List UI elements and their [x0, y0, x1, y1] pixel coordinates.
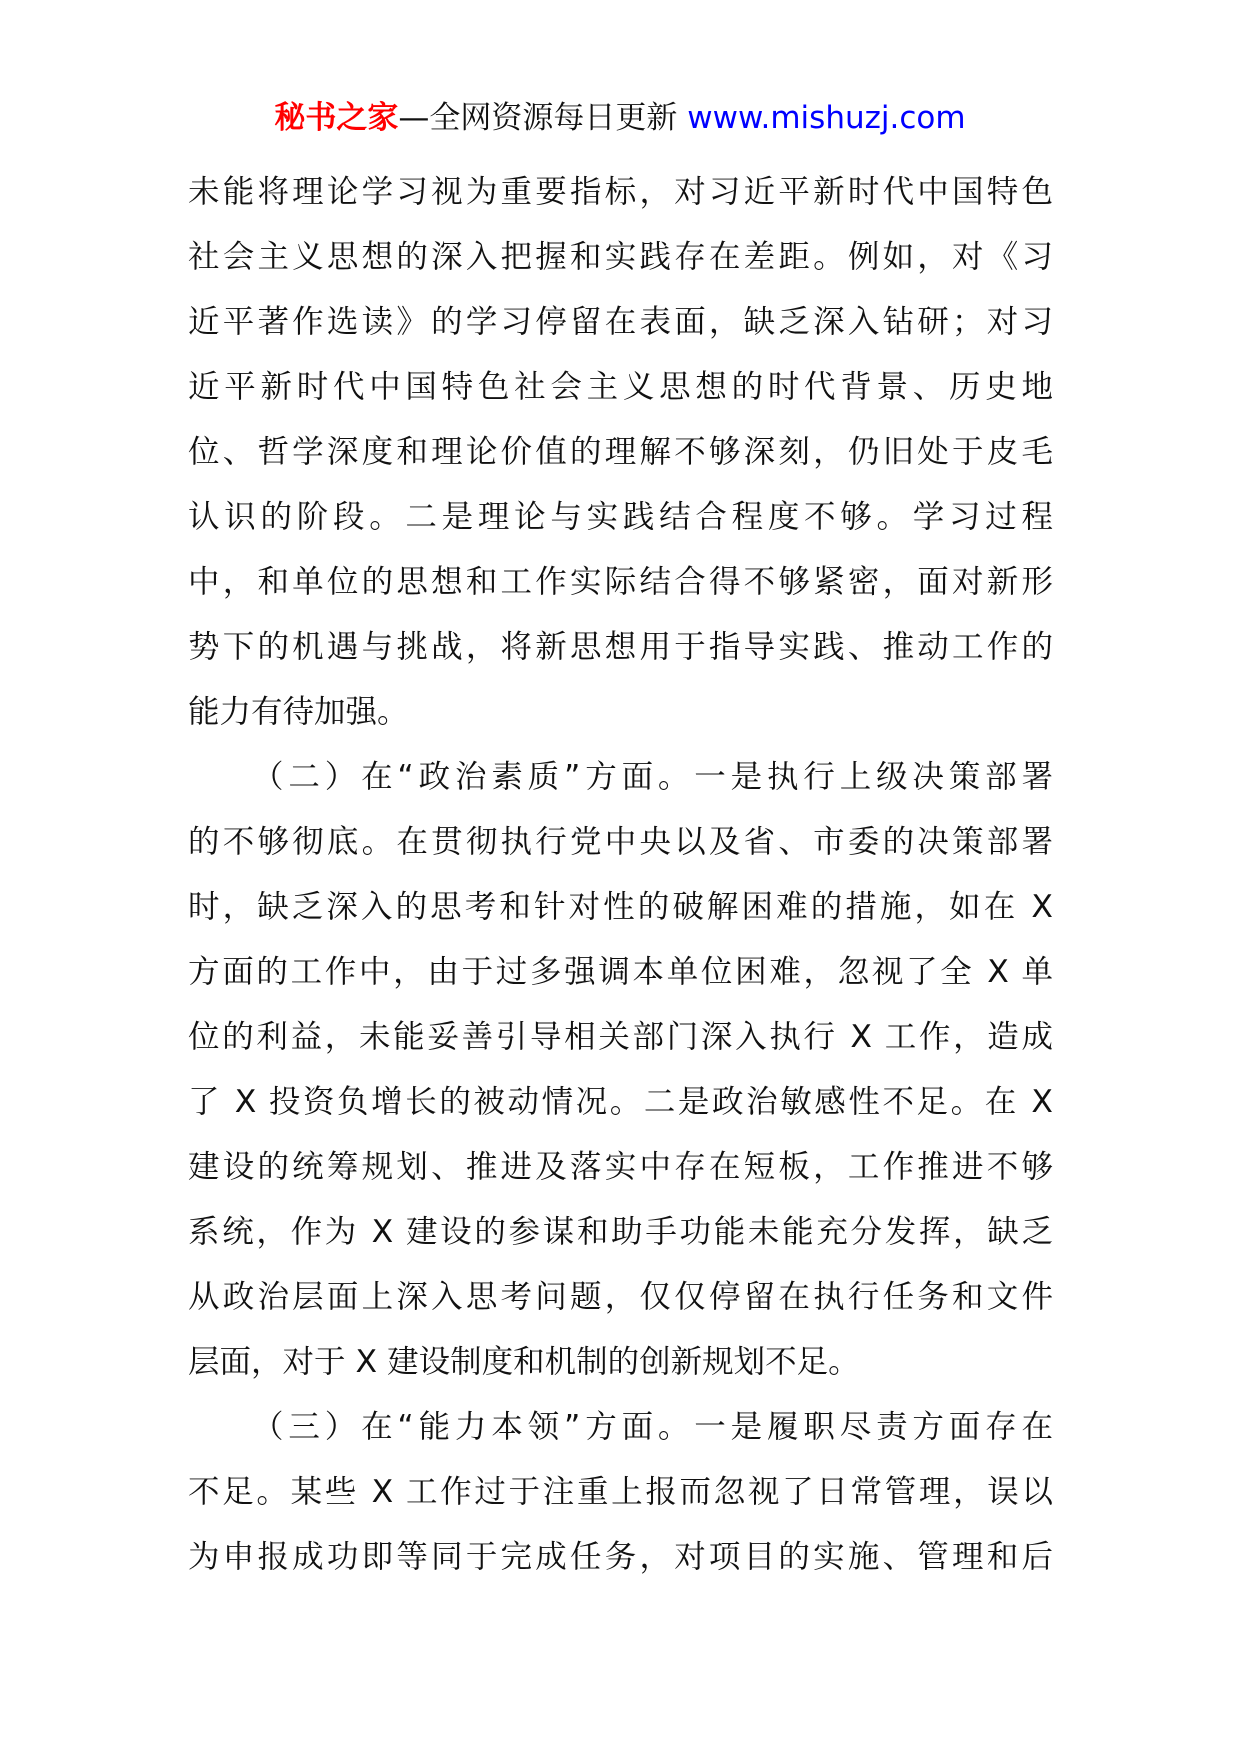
- text-line: 认识的阶段。二是理论与实践结合程度不够。学习过程: [188, 499, 1053, 535]
- document-body: [188, 160, 1053, 1590]
- text-line: 的不够彻底。在贯彻执行党中央以及省、市委的决策部署: [188, 824, 1053, 860]
- site-brand: 秘书之家: [274, 100, 399, 136]
- text-line: （三）在“能力本领”方面。一是履职尽责方面存在: [252, 1409, 1053, 1445]
- text-line: 系统，作为 X 建设的参谋和助手功能未能充分发挥，缺乏: [188, 1214, 1053, 1250]
- text-line: 不足。某些 X 工作过于注重上报而忽视了日常管理，误以: [188, 1474, 1053, 1510]
- site-url[interactable]: www.mishuzj.com: [687, 100, 966, 136]
- site-header: [0, 98, 1240, 138]
- text-line: 为申报成功即等同于完成任务，对项目的实施、管理和后: [188, 1539, 1053, 1575]
- paragraph-3: [188, 1395, 1053, 1590]
- text-line: （二）在“政治素质”方面。一是执行上级决策部署: [252, 759, 1053, 795]
- text-line: 能力有待加强。: [188, 694, 409, 730]
- text-line: 从政治层面上深入思考问题，仅仅停留在执行任务和文件: [188, 1279, 1053, 1315]
- text-line: 建设的统筹规划、推进及落实中存在短板，工作推进不够: [188, 1149, 1053, 1185]
- text-line: 位、哲学深度和理论价值的理解不够深刻，仍旧处于皮毛: [188, 434, 1053, 470]
- text-line: 势下的机遇与挑战，将新思想用于指导实践、推动工作的: [188, 629, 1053, 665]
- text-line: 位的利益，未能妥善引导相关部门深入执行 X 工作，造成: [188, 1019, 1053, 1055]
- text-line: 近平新时代中国特色社会主义思想的时代背景、历史地: [188, 369, 1053, 405]
- text-line: 近平著作选读》的学习停留在表面，缺乏深入钻研；对习: [188, 304, 1053, 340]
- text-line: 方面的工作中，由于过多强调本单位困难，忽视了全 X 单: [188, 954, 1053, 990]
- text-line: 中，和单位的思想和工作实际结合得不够紧密，面对新形: [188, 564, 1053, 600]
- text-line: 社会主义思想的深入把握和实践存在差距。例如，对《习: [188, 239, 1053, 275]
- text-line: 未能将理论学习视为重要指标，对习近平新时代中国特色: [188, 174, 1053, 210]
- text-line: 时，缺乏深入的思考和针对性的破解困难的措施，如在 X: [188, 889, 1053, 925]
- paragraph-1: [188, 160, 1053, 745]
- site-tagline: —全网资源每日更新: [398, 100, 688, 136]
- text-line: 了 X 投资负增长的被动情况。二是政治敏感性不足。在 X: [188, 1084, 1053, 1120]
- paragraph-2: [188, 745, 1053, 1395]
- text-line: 层面，对于 X 建设制度和机制的创新规划不足。: [188, 1344, 860, 1380]
